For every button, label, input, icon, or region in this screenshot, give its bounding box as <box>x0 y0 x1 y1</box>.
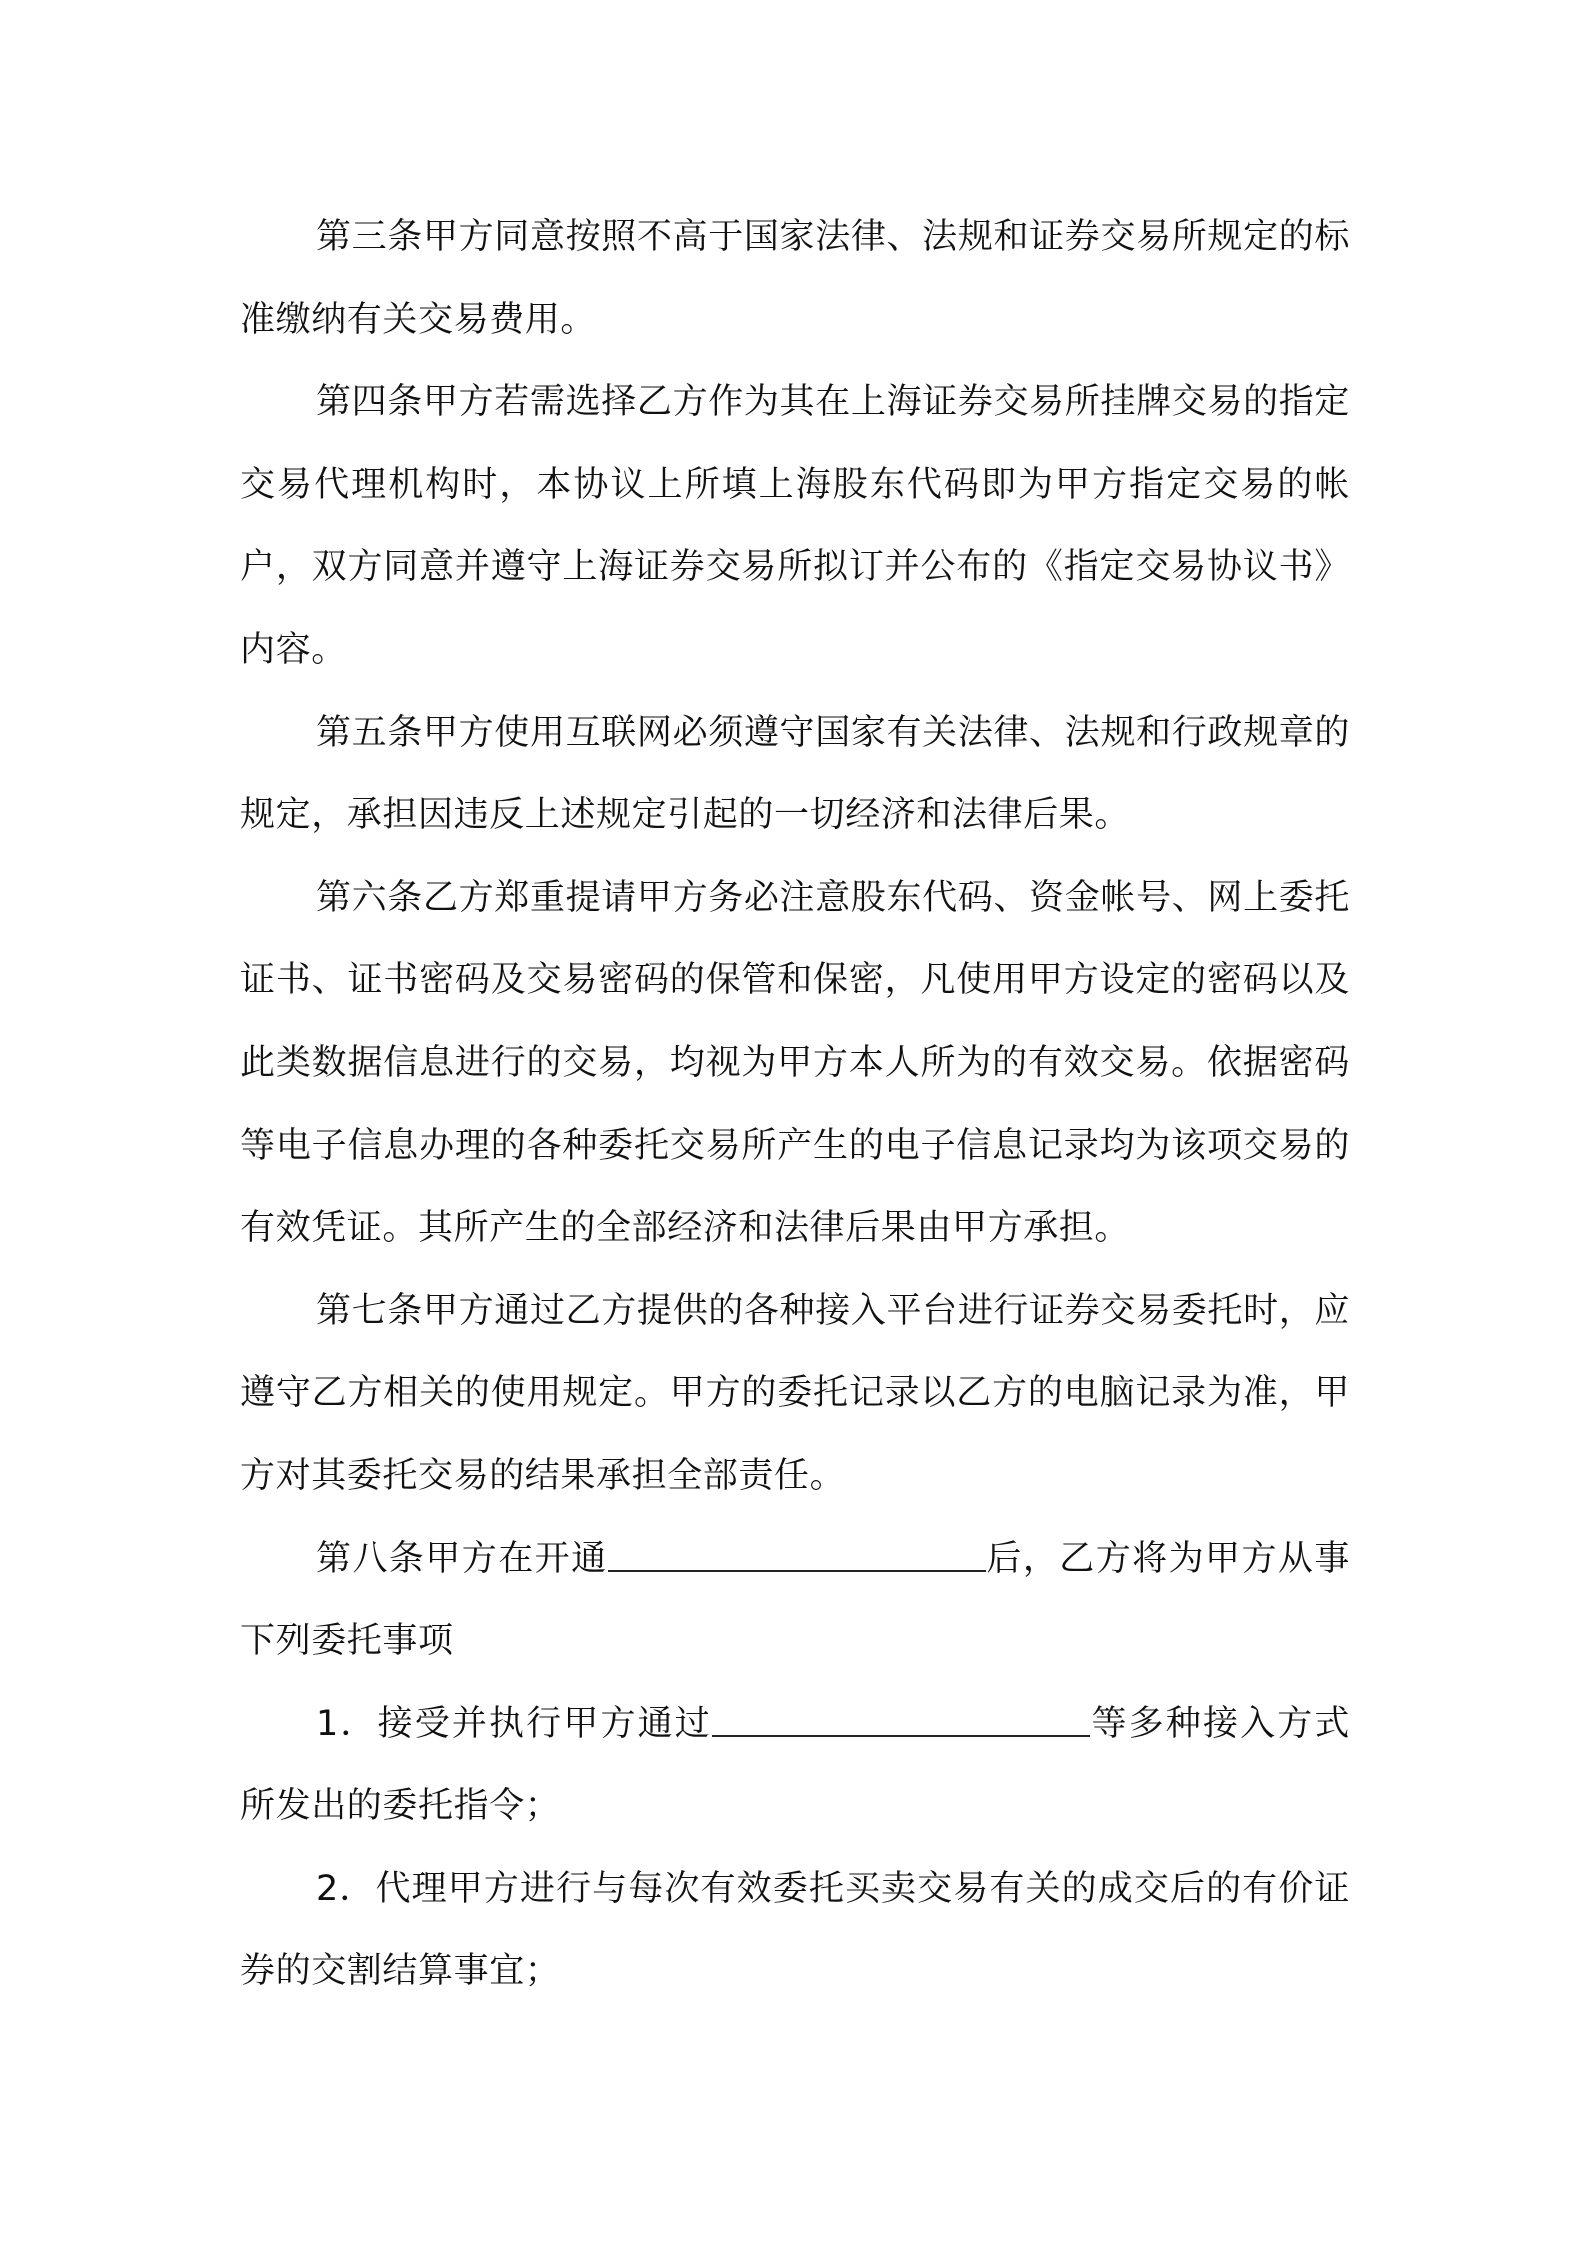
document-body <box>240 196 1350 2013</box>
article-3-paragraph: 第三条甲方同意按照不高于国家法律、法规和证券交易所规定的标准缴纳有关交易费用。 <box>240 217 1350 340</box>
article-4-paragraph: 第四条甲方若需选择乙方作为其在上海证券交易所挂牌交易的指定交易代理机构时，本协议上所填上海股东代码即为甲方指定交易的帐户，双方同意并遵守上海证券交易所拟订并公布的《指定交易协议书》内容。 <box>240 382 1350 670</box>
article-8-text-after: 后，乙方将为甲方从事下列委托事项 <box>240 1538 1350 1662</box>
article-5-paragraph: 第五条甲方使用互联网必须遵守国家有关法律、法规和行政规章的规定，承担因违反上述规定引起的一切经济和法律后果。 <box>240 712 1350 836</box>
article-8-blank-line <box>608 1535 986 1572</box>
item-1-text-before: 1．接受并执行甲方通过 <box>316 1703 712 1744</box>
item-1-blank-line <box>712 1700 1090 1737</box>
item-1-text-after: 等多种接入方式所发出的委托指令； <box>240 1703 1350 1827</box>
item-2-paragraph: 2．代理甲方进行与每次有效委托买卖交易有关的成交后的有价证券的交割结算事宜； <box>240 1868 1350 1992</box>
article-7-paragraph: 第七条甲方通过乙方提供的各种接入平台进行证券交易委托时，应遵守乙方相关的使用规定。甲方的委托记录以乙方的电脑记录为准，甲方对其委托交易的结果承担全部责任。 <box>240 1290 1350 1496</box>
item-1-paragraph <box>240 1683 1350 1848</box>
article-8-paragraph <box>240 1518 1350 1683</box>
article-8-text-before: 第八条甲方在开通 <box>316 1538 608 1579</box>
article-6-paragraph: 第六条乙方郑重提请甲方务必注意股东代码、资金帐号、网上委托证书、证书密码及交易密码的保管和保密，凡使用甲方设定的密码以及此类数据信息进行的交易，均视为甲方本人所为的有效交易。依据密码等电子信息办理的各种委托交易所产生的电子信息记录均为该项交易的有效凭证。其所产生的全部经济和法律后果由甲方承担。 <box>240 877 1350 1249</box>
